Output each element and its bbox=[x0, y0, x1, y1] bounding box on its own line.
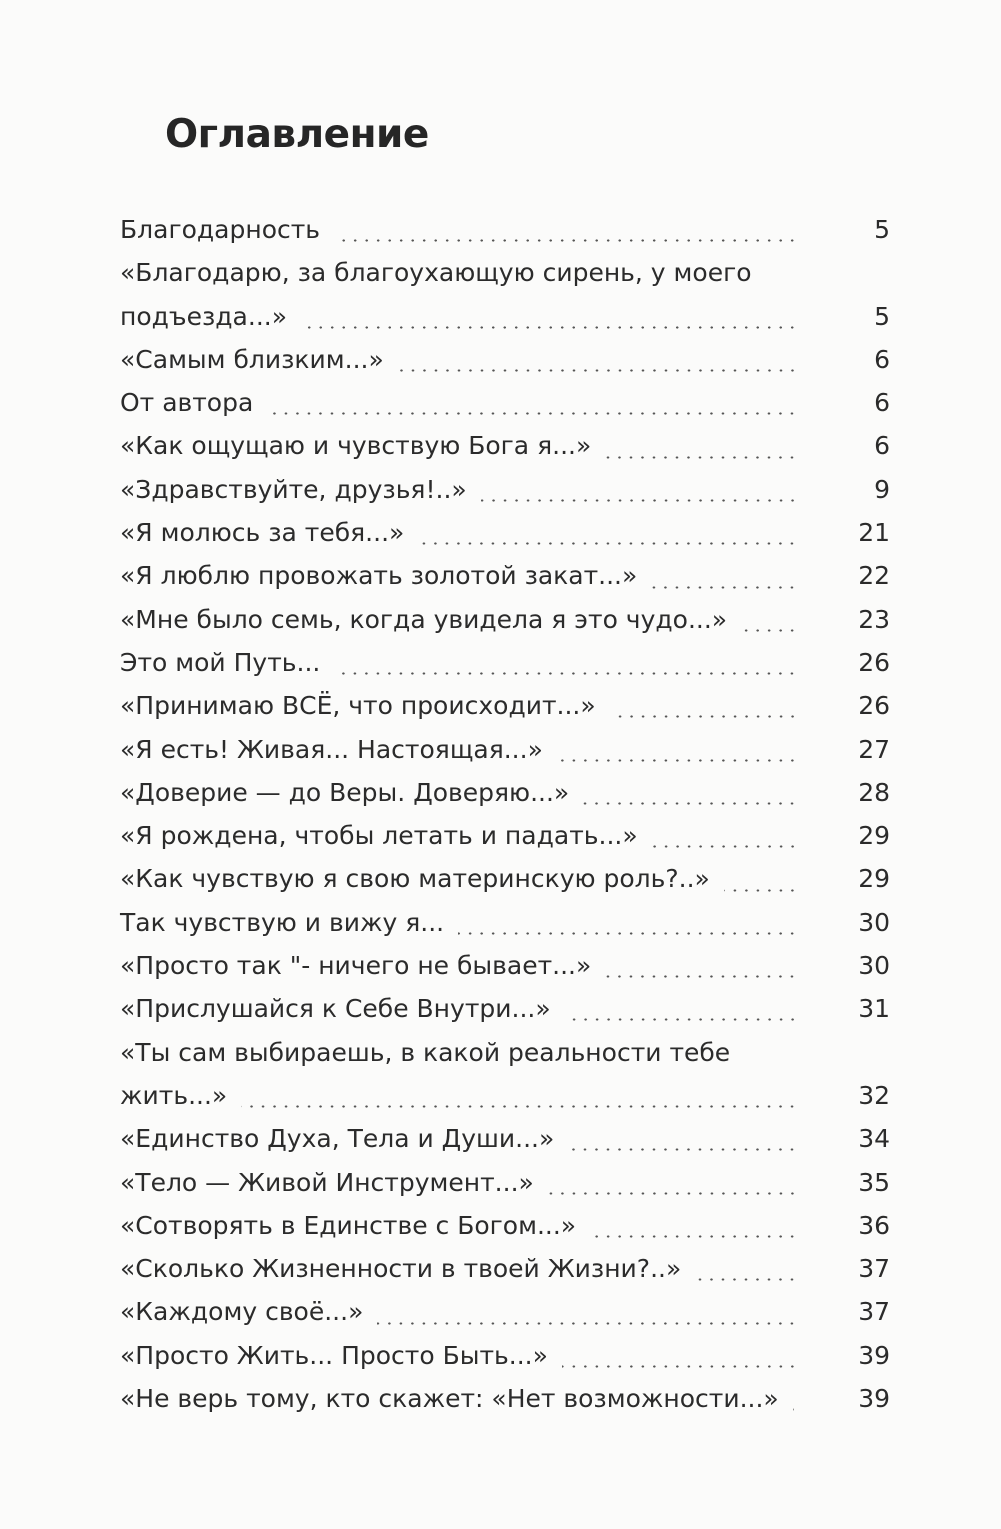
toc-entry-line bbox=[120, 728, 890, 771]
toc-page-number: 22 bbox=[858, 561, 890, 591]
toc-entry bbox=[120, 1247, 890, 1290]
toc-entry bbox=[120, 424, 890, 467]
toc-entry-title: «Просто Жить... Просто Быть...» bbox=[120, 1340, 548, 1370]
dot-leader bbox=[398, 369, 798, 372]
dot-leader bbox=[652, 845, 798, 848]
dot-leader bbox=[458, 932, 798, 935]
toc-entry-title: «Сотворять в Единстве с Богом...» bbox=[120, 1210, 577, 1240]
toc-entry-line bbox=[120, 511, 890, 554]
toc-entry bbox=[120, 728, 890, 771]
toc-entry-title: «Тело — Живой Инструмент...» bbox=[120, 1167, 534, 1197]
toc-page-number: 31 bbox=[858, 994, 890, 1024]
toc-entry-line bbox=[120, 251, 890, 294]
toc-entry bbox=[120, 1161, 890, 1204]
toc-entry-title: «Как ощущаю и чувствую Бога я...» bbox=[120, 431, 592, 461]
dot-leader bbox=[695, 1278, 798, 1281]
toc-entry bbox=[120, 1334, 890, 1377]
toc-entry-title: «Я люблю провожать золотой закат...» bbox=[120, 561, 638, 591]
toc-entry bbox=[120, 1204, 890, 1247]
toc-page-number: 29 bbox=[858, 821, 890, 851]
page-title: Оглавление bbox=[165, 112, 429, 157]
toc-entry-line bbox=[120, 857, 890, 900]
toc-page-number: 34 bbox=[858, 1124, 890, 1154]
dot-leader bbox=[610, 715, 798, 718]
toc-entry-title: «Ты сам выбираешь, в какой реальности тебе bbox=[120, 1037, 731, 1067]
toc-entry-title: Так чувствую и вижу я... bbox=[120, 907, 445, 937]
toc-entry-title: «Благодарю, за благоухающую сирень, у моего bbox=[120, 258, 752, 288]
toc-entry-line bbox=[120, 381, 890, 424]
toc-page-number: 5 bbox=[874, 215, 890, 244]
toc-entry-title: «Прислушайся к Себе Внутри...» bbox=[120, 994, 551, 1024]
toc-page-number: 28 bbox=[858, 777, 890, 807]
toc-entry bbox=[120, 1290, 890, 1333]
toc-entry-title: Благодарность bbox=[120, 215, 321, 244]
toc-entry-line bbox=[120, 1334, 890, 1377]
toc-entry bbox=[120, 1377, 890, 1420]
toc-page-number: 6 bbox=[874, 344, 890, 374]
toc-entry bbox=[120, 338, 890, 381]
toc-page-number: 37 bbox=[858, 1297, 890, 1327]
toc-entry-line bbox=[120, 468, 890, 511]
toc-entry-line bbox=[120, 1377, 890, 1420]
toc-entry bbox=[120, 641, 890, 684]
toc-entry-line bbox=[120, 1247, 890, 1290]
toc-page-number: 30 bbox=[858, 951, 890, 981]
toc-entry bbox=[120, 1031, 890, 1118]
toc-entry bbox=[120, 771, 890, 814]
toc-page-number: 39 bbox=[858, 1340, 890, 1370]
toc-entry bbox=[120, 208, 890, 251]
toc-entry-line bbox=[120, 1161, 890, 1204]
toc-entry bbox=[120, 511, 890, 554]
toc-entry-title: «Самым близким...» bbox=[120, 344, 384, 374]
toc-entry-title: «Сколько Жизненности в твоей Жизни?..» bbox=[120, 1254, 682, 1284]
toc-entry bbox=[120, 901, 890, 944]
dot-leader bbox=[741, 629, 798, 632]
dot-leader bbox=[548, 1192, 798, 1195]
toc-entry-title: «Каждому своё...» bbox=[120, 1297, 364, 1327]
dot-leader bbox=[334, 672, 798, 675]
dot-leader bbox=[724, 889, 798, 892]
toc-entry-title: «Принимаю ВСЁ, что происходит...» bbox=[120, 691, 596, 721]
dot-leader bbox=[481, 499, 798, 502]
toc-entry bbox=[120, 381, 890, 424]
dot-leader bbox=[241, 1105, 798, 1108]
toc-page-number: 6 bbox=[874, 388, 890, 418]
toc-entry-line bbox=[120, 554, 890, 597]
toc-entry-line bbox=[120, 641, 890, 684]
toc-entry bbox=[120, 251, 890, 338]
toc-page-number: 32 bbox=[858, 1080, 890, 1110]
dot-leader bbox=[793, 1408, 798, 1411]
table-of-contents bbox=[120, 208, 890, 1420]
toc-entry bbox=[120, 554, 890, 597]
dot-leader bbox=[418, 542, 798, 545]
toc-entry-title: «Единство Духа, Тела и Души...» bbox=[120, 1124, 555, 1154]
toc-entry-line bbox=[120, 814, 890, 857]
toc-entry-line bbox=[120, 771, 890, 814]
toc-entry bbox=[120, 468, 890, 511]
toc-entry-line bbox=[120, 598, 890, 641]
toc-entry-title: «Я есть! Живая... Настоящая...» bbox=[120, 734, 543, 764]
toc-page-number: 39 bbox=[858, 1384, 890, 1414]
toc-entry-title: «Мне было семь, когда увидела я это чудо...» bbox=[120, 604, 728, 634]
toc-entry bbox=[120, 814, 890, 857]
toc-entry-line bbox=[120, 987, 890, 1030]
toc-entry-line bbox=[120, 1204, 890, 1247]
toc-entry-title: «Не верь тому, кто скажет: «Нет возможности...» bbox=[120, 1384, 779, 1414]
toc-entry-line bbox=[120, 944, 890, 987]
dot-leader bbox=[605, 456, 798, 459]
toc-entry bbox=[120, 857, 890, 900]
toc-entry bbox=[120, 684, 890, 727]
toc-entry-line bbox=[120, 295, 890, 338]
dot-leader bbox=[557, 759, 798, 762]
toc-page-number: 21 bbox=[858, 518, 890, 548]
dot-leader bbox=[590, 1235, 798, 1238]
dot-leader bbox=[605, 975, 798, 978]
dot-leader bbox=[301, 326, 798, 329]
toc-entry bbox=[120, 1117, 890, 1160]
toc-page-number: 35 bbox=[858, 1167, 890, 1197]
dot-leader bbox=[562, 1365, 798, 1368]
toc-entry-title: «Здравствуйте, друзья!..» bbox=[120, 474, 467, 504]
toc-page-number: 27 bbox=[858, 734, 890, 764]
toc-entry-title: «Просто так "- ничего не бывает...» bbox=[120, 951, 592, 981]
toc-page-number: 26 bbox=[858, 691, 890, 721]
toc-page-number: 23 bbox=[858, 604, 890, 634]
dot-leader bbox=[651, 586, 798, 589]
toc-page-number: 30 bbox=[858, 907, 890, 937]
toc-page-number: 29 bbox=[858, 864, 890, 894]
dot-leader bbox=[267, 412, 798, 415]
dot-leader bbox=[583, 802, 798, 805]
toc-entry-line bbox=[120, 684, 890, 727]
toc-entry bbox=[120, 598, 890, 641]
toc-entry-title: жить...» bbox=[120, 1080, 228, 1110]
toc-page-number: 9 bbox=[874, 474, 890, 504]
toc-entry bbox=[120, 987, 890, 1030]
dot-leader bbox=[334, 239, 798, 242]
toc-entry-line bbox=[120, 424, 890, 467]
toc-entry-line bbox=[120, 1074, 890, 1117]
toc-entry-title: От автора bbox=[120, 388, 254, 418]
toc-entry-title: «Как чувствую я свою материнскую роль?..» bbox=[120, 864, 710, 894]
dot-leader bbox=[377, 1322, 798, 1325]
toc-entry-title: «Я молюсь за тебя...» bbox=[120, 518, 405, 548]
toc-entry-title: подъезда...» bbox=[120, 301, 288, 331]
toc-page-number: 5 bbox=[874, 301, 890, 331]
toc-entry-line bbox=[120, 1290, 890, 1333]
toc-entry-line bbox=[120, 208, 890, 251]
toc-page-number: 26 bbox=[858, 647, 890, 677]
toc-entry-title: «Я рождена, чтобы летать и падать...» bbox=[120, 821, 638, 851]
toc-entry-title: Это мой Путь... bbox=[120, 647, 321, 677]
toc-page-number: 36 bbox=[858, 1210, 890, 1240]
toc-entry-line bbox=[120, 1031, 890, 1074]
dot-leader bbox=[565, 1018, 798, 1021]
toc-entry-line bbox=[120, 338, 890, 381]
toc-page-number: 6 bbox=[874, 431, 890, 461]
toc-entry bbox=[120, 944, 890, 987]
toc-entry-line bbox=[120, 1117, 890, 1160]
toc-entry-title: «Доверие — до Веры. Доверяю...» bbox=[120, 777, 570, 807]
toc-entry-line bbox=[120, 901, 890, 944]
dot-leader bbox=[568, 1148, 798, 1151]
toc-page-number: 37 bbox=[858, 1254, 890, 1284]
